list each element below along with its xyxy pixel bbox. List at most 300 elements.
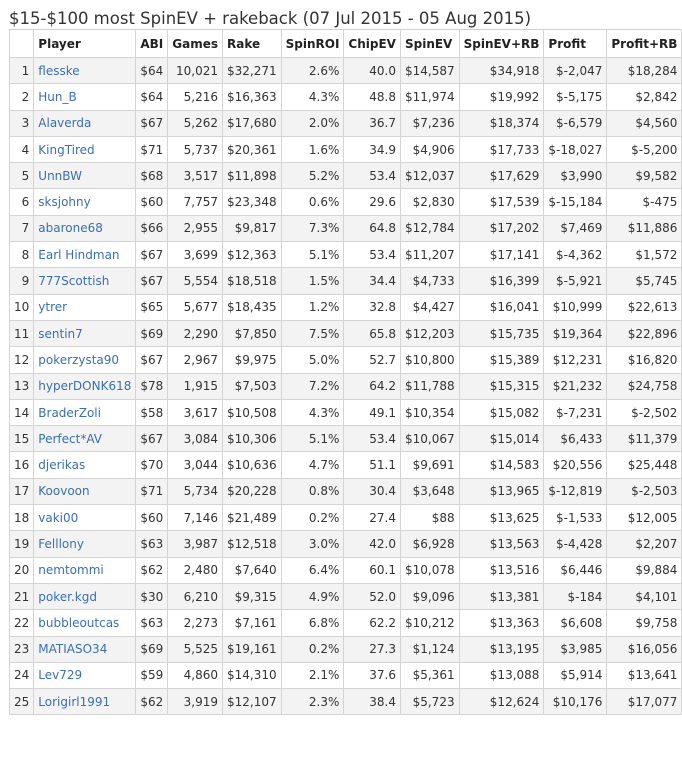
cell-spin-roi: 4.3% [281,399,344,425]
cell-rake: $11,898 [223,163,282,189]
cell-rake: $23,348 [223,189,282,215]
cell-rake: $12,107 [223,689,282,715]
cell-spin-ev-rb: $15,735 [459,320,544,346]
cell-profit: $6,433 [544,426,607,452]
cell-spin-roi: 0.2% [281,636,344,662]
cell-profit: $12,231 [544,347,607,373]
table-row [10,531,682,557]
cell-profit-rb: $11,379 [607,426,682,452]
cell-profit: $6,446 [544,557,607,583]
cell-spin-roi: 1.5% [281,268,344,294]
cell-chip-ev: 38.4 [344,689,401,715]
cell-spin-roi: 2.0% [281,110,344,136]
cell-spin-roi: 2.1% [281,662,344,688]
cell-rank: 12 [10,347,34,373]
cell-chip-ev: 49.1 [344,399,401,425]
cell-profit: $21,232 [544,373,607,399]
cell-rank: 2 [10,84,34,110]
table-header-row [10,30,682,58]
cell-spin-ev-rb: $15,082 [459,399,544,425]
cell-profit: $-184 [544,583,607,609]
cell-games: 2,967 [168,347,223,373]
cell-profit-rb: $24,758 [607,373,682,399]
cell-spin-ev-rb: $13,381 [459,583,544,609]
table-row [10,426,682,452]
cell-abi: $63 [136,610,168,636]
cell-spin-roi: 1.2% [281,294,344,320]
cell-games: 6,210 [168,583,223,609]
cell-abi: $66 [136,215,168,241]
column-header-spin-ev[interactable]: SpinEV [400,30,459,58]
cell-rank: 23 [10,636,34,662]
table-row [10,163,682,189]
table-row [10,505,682,531]
cell-rake: $20,228 [223,478,282,504]
cell-profit: $-2,047 [544,58,607,84]
cell-spin-ev-rb: $14,583 [459,452,544,478]
cell-chip-ev: 60.1 [344,557,401,583]
cell-profit: $-5,175 [544,84,607,110]
player-link[interactable]: Koovoon [34,478,136,504]
cell-chip-ev: 64.8 [344,215,401,241]
cell-spin-ev: $12,037 [400,163,459,189]
cell-games: 3,517 [168,163,223,189]
cell-spin-ev: $12,203 [400,320,459,346]
cell-spin-roi: 2.3% [281,689,344,715]
cell-spin-ev-rb: $17,629 [459,163,544,189]
cell-spin-ev-rb: $17,539 [459,189,544,215]
cell-chip-ev: 64.2 [344,373,401,399]
cell-profit: $7,469 [544,215,607,241]
cell-profit-rb: $9,884 [607,557,682,583]
column-header-games[interactable]: Games [168,30,223,58]
cell-games: 4,860 [168,662,223,688]
table-row [10,320,682,346]
cell-chip-ev: 42.0 [344,531,401,557]
cell-spin-ev: $5,361 [400,662,459,688]
cell-rake: $12,363 [223,242,282,268]
cell-rank: 25 [10,689,34,715]
cell-profit-rb: $-2,503 [607,478,682,504]
cell-spin-roi: 2.6% [281,58,344,84]
player-link[interactable]: Lorigirl1991 [34,689,136,715]
cell-spin-ev-rb: $34,918 [459,58,544,84]
cell-abi: $67 [136,426,168,452]
cell-spin-ev-rb: $16,041 [459,294,544,320]
cell-profit-rb: $16,820 [607,347,682,373]
cell-rank: 6 [10,189,34,215]
cell-games: 7,757 [168,189,223,215]
cell-abi: $67 [136,242,168,268]
cell-chip-ev: 52.7 [344,347,401,373]
cell-spin-roi: 5.1% [281,426,344,452]
cell-spin-ev: $10,800 [400,347,459,373]
cell-spin-ev: $2,830 [400,189,459,215]
table-row [10,136,682,162]
cell-spin-ev-rb: $19,992 [459,84,544,110]
table-row [10,84,682,110]
cell-profit-rb: $-5,200 [607,136,682,162]
player-link[interactable]: 777Scottish [34,268,136,294]
cell-spin-roi: 7.3% [281,215,344,241]
player-link[interactable]: nemtommi [34,557,136,583]
player-link[interactable]: flesske [34,58,136,84]
cell-spin-ev: $10,212 [400,610,459,636]
cell-abi: $69 [136,320,168,346]
player-link[interactable]: Felllony [34,531,136,557]
table-row [10,662,682,688]
cell-chip-ev: 30.4 [344,478,401,504]
cell-spin-ev-rb: $15,389 [459,347,544,373]
cell-spin-ev-rb: $18,374 [459,110,544,136]
cell-spin-ev-rb: $13,363 [459,610,544,636]
cell-rank: 20 [10,557,34,583]
cell-spin-roi: 5.0% [281,347,344,373]
cell-profit: $-4,428 [544,531,607,557]
cell-games: 1,915 [168,373,223,399]
cell-rake: $20,361 [223,136,282,162]
cell-rank: 17 [10,478,34,504]
cell-games: 5,525 [168,636,223,662]
cell-profit-rb: $9,758 [607,610,682,636]
cell-spin-ev-rb: $17,733 [459,136,544,162]
cell-rank: 15 [10,426,34,452]
column-header-rake[interactable]: Rake [223,30,282,58]
column-header-profit-rb[interactable]: Profit+RB [607,30,682,58]
player-link[interactable]: abarone68 [34,215,136,241]
cell-games: 3,987 [168,531,223,557]
cell-rank: 19 [10,531,34,557]
cell-rank: 7 [10,215,34,241]
cell-spin-ev: $9,691 [400,452,459,478]
cell-abi: $78 [136,373,168,399]
cell-rake: $16,363 [223,84,282,110]
cell-profit-rb: $22,613 [607,294,682,320]
cell-games: 7,146 [168,505,223,531]
player-link[interactable]: pokerzysta90 [34,347,136,373]
cell-spin-ev: $10,078 [400,557,459,583]
table-row [10,610,682,636]
table-row [10,452,682,478]
cell-profit: $10,176 [544,689,607,715]
cell-rake: $17,680 [223,110,282,136]
cell-rake: $12,518 [223,531,282,557]
cell-rake: $10,306 [223,426,282,452]
cell-profit: $-12,819 [544,478,607,504]
cell-profit: $3,985 [544,636,607,662]
cell-profit-rb: $25,448 [607,452,682,478]
column-header-chip-ev[interactable]: ChipEV [344,30,401,58]
cell-profit-rb: $18,284 [607,58,682,84]
cell-spin-ev: $4,733 [400,268,459,294]
cell-rank: 11 [10,320,34,346]
player-link[interactable]: BraderZoli [34,399,136,425]
cell-profit-rb: $-475 [607,189,682,215]
cell-spin-roi: 0.6% [281,189,344,215]
cell-rank: 13 [10,373,34,399]
player-link[interactable]: bubbleoutcas [34,610,136,636]
cell-spin-roi: 5.2% [281,163,344,189]
cell-abi: $60 [136,505,168,531]
column-header-spin-ev-rb[interactable]: SpinEV+RB [459,30,544,58]
cell-rake: $10,636 [223,452,282,478]
player-link[interactable]: UnnBW [34,163,136,189]
cell-spin-roi: 4.9% [281,583,344,609]
cell-rake: $9,817 [223,215,282,241]
column-header-spin-roi[interactable]: SpinROI [281,30,344,58]
table-row [10,373,682,399]
table-row [10,557,682,583]
cell-rank: 8 [10,242,34,268]
cell-rake: $9,315 [223,583,282,609]
cell-spin-ev: $3,648 [400,478,459,504]
cell-rank: 10 [10,294,34,320]
cell-abi: $67 [136,110,168,136]
cell-games: 3,617 [168,399,223,425]
cell-spin-ev: $5,723 [400,689,459,715]
cell-spin-ev-rb: $13,965 [459,478,544,504]
cell-chip-ev: 53.4 [344,242,401,268]
cell-abi: $64 [136,58,168,84]
cell-spin-ev: $11,974 [400,84,459,110]
cell-abi: $64 [136,84,168,110]
cell-rank: 18 [10,505,34,531]
cell-chip-ev: 65.8 [344,320,401,346]
cell-profit: $-1,533 [544,505,607,531]
cell-abi: $71 [136,478,168,504]
cell-abi: $59 [136,662,168,688]
cell-chip-ev: 36.7 [344,110,401,136]
cell-rank: 5 [10,163,34,189]
cell-chip-ev: 52.0 [344,583,401,609]
player-link[interactable]: Hun_B [34,84,136,110]
cell-chip-ev: 29.6 [344,189,401,215]
cell-spin-ev-rb: $15,014 [459,426,544,452]
cell-spin-roi: 6.4% [281,557,344,583]
cell-spin-roi: 0.2% [281,505,344,531]
player-link[interactable]: poker.kgd [34,583,136,609]
cell-games: 5,216 [168,84,223,110]
cell-spin-roi: 4.3% [281,84,344,110]
player-link[interactable]: ytrer [34,294,136,320]
cell-spin-ev-rb: $13,088 [459,662,544,688]
player-link[interactable]: Lev729 [34,662,136,688]
table-row [10,189,682,215]
cell-profit: $-7,231 [544,399,607,425]
cell-rake: $10,508 [223,399,282,425]
cell-games: 3,699 [168,242,223,268]
cell-games: 5,554 [168,268,223,294]
cell-chip-ev: 62.2 [344,610,401,636]
cell-games: 3,919 [168,689,223,715]
player-link[interactable]: hyperDONK618 [34,373,136,399]
cell-profit-rb: $2,842 [607,84,682,110]
cell-spin-ev: $10,354 [400,399,459,425]
table-row [10,399,682,425]
cell-rank: 14 [10,399,34,425]
cell-profit: $-15,184 [544,189,607,215]
player-link[interactable]: Perfect*AV [34,426,136,452]
cell-rank: 1 [10,58,34,84]
cell-games: 2,273 [168,610,223,636]
cell-chip-ev: 51.1 [344,452,401,478]
cell-chip-ev: 53.4 [344,426,401,452]
cell-spin-ev: $11,207 [400,242,459,268]
column-header-abi[interactable]: ABI [136,30,168,58]
cell-spin-ev-rb: $13,563 [459,531,544,557]
cell-chip-ev: 53.4 [344,163,401,189]
cell-abi: $30 [136,583,168,609]
cell-rake: $18,435 [223,294,282,320]
cell-profit: $5,914 [544,662,607,688]
cell-chip-ev: 34.9 [344,136,401,162]
cell-chip-ev: 34.4 [344,268,401,294]
cell-spin-ev: $9,096 [400,583,459,609]
table-row [10,110,682,136]
cell-rake: $7,640 [223,557,282,583]
cell-spin-ev: $12,784 [400,215,459,241]
cell-games: 5,677 [168,294,223,320]
cell-spin-roi: 4.7% [281,452,344,478]
player-link[interactable]: sentin7 [34,320,136,346]
results-table [9,29,682,715]
cell-profit-rb: $2,207 [607,531,682,557]
cell-rank: 24 [10,662,34,688]
cell-abi: $71 [136,136,168,162]
cell-profit-rb: $4,560 [607,110,682,136]
cell-rank: 22 [10,610,34,636]
column-header-profit[interactable]: Profit [544,30,607,58]
cell-spin-roi: 0.8% [281,478,344,504]
cell-profit-rb: $5,745 [607,268,682,294]
cell-spin-ev-rb: $15,315 [459,373,544,399]
cell-rank: 4 [10,136,34,162]
player-link[interactable]: Earl Hindman [34,242,136,268]
cell-chip-ev: 37.6 [344,662,401,688]
cell-profit-rb: $1,572 [607,242,682,268]
table-row [10,636,682,662]
cell-profit-rb: $22,896 [607,320,682,346]
cell-rake: $7,503 [223,373,282,399]
cell-games: 5,734 [168,478,223,504]
cell-profit: $20,556 [544,452,607,478]
cell-games: 5,737 [168,136,223,162]
cell-spin-ev-rb: $13,516 [459,557,544,583]
table-row [10,294,682,320]
cell-games: 2,290 [168,320,223,346]
cell-profit: $-4,362 [544,242,607,268]
cell-spin-ev: $7,236 [400,110,459,136]
cell-profit: $19,364 [544,320,607,346]
cell-spin-ev: $10,067 [400,426,459,452]
cell-spin-roi: 5.1% [281,242,344,268]
cell-profit: $10,999 [544,294,607,320]
cell-abi: $67 [136,347,168,373]
cell-spin-ev: $6,928 [400,531,459,557]
player-link[interactable]: MATIASO34 [34,636,136,662]
column-header-rank [10,30,34,58]
cell-games: 2,480 [168,557,223,583]
cell-profit-rb: $4,101 [607,583,682,609]
cell-rake: $18,518 [223,268,282,294]
cell-spin-ev: $88 [400,505,459,531]
table-row [10,478,682,504]
cell-rake: $21,489 [223,505,282,531]
cell-games: 5,262 [168,110,223,136]
cell-abi: $62 [136,689,168,715]
cell-abi: $69 [136,636,168,662]
player-link[interactable]: Alaverda [34,110,136,136]
table-row [10,583,682,609]
cell-games: 10,021 [168,58,223,84]
cell-abi: $65 [136,294,168,320]
cell-rank: 3 [10,110,34,136]
cell-rake: $32,271 [223,58,282,84]
cell-profit-rb: $17,077 [607,689,682,715]
cell-profit: $-18,027 [544,136,607,162]
table-row [10,268,682,294]
table-row [10,242,682,268]
cell-spin-ev-rb: $13,625 [459,505,544,531]
cell-spin-roi: 7.2% [281,373,344,399]
cell-spin-ev: $4,906 [400,136,459,162]
cell-profit: $6,608 [544,610,607,636]
cell-spin-ev-rb: $12,624 [459,689,544,715]
cell-chip-ev: 27.4 [344,505,401,531]
cell-profit-rb: $16,056 [607,636,682,662]
cell-abi: $70 [136,452,168,478]
cell-chip-ev: 40.0 [344,58,401,84]
cell-spin-ev-rb: $16,399 [459,268,544,294]
cell-chip-ev: 27.3 [344,636,401,662]
table-row [10,347,682,373]
cell-abi: $62 [136,557,168,583]
player-link[interactable]: KingTired [34,136,136,162]
cell-profit-rb: $12,005 [607,505,682,531]
cell-profit-rb: $11,886 [607,215,682,241]
cell-profit-rb: $-2,502 [607,399,682,425]
cell-abi: $68 [136,163,168,189]
table-row [10,215,682,241]
page-title: $15-$100 most SpinEV + rakeback (07 Jul 2015 - 05 Aug 2015) [9,9,532,28]
cell-rake: $19,161 [223,636,282,662]
cell-profit: $3,990 [544,163,607,189]
column-header-player[interactable]: Player [34,30,136,58]
cell-profit-rb: $9,582 [607,163,682,189]
cell-spin-ev-rb: $17,202 [459,215,544,241]
cell-spin-ev-rb: $13,195 [459,636,544,662]
player-link[interactable]: sksjohny [34,189,136,215]
cell-spin-roi: 3.0% [281,531,344,557]
cell-rank: 9 [10,268,34,294]
player-link[interactable]: vaki00 [34,505,136,531]
cell-profit-rb: $13,641 [607,662,682,688]
cell-rake: $14,310 [223,662,282,688]
cell-abi: $58 [136,399,168,425]
player-link[interactable]: djerikas [34,452,136,478]
cell-chip-ev: 32.8 [344,294,401,320]
cell-spin-roi: 1.6% [281,136,344,162]
cell-spin-ev: $14,587 [400,58,459,84]
cell-rake: $9,975 [223,347,282,373]
cell-rake: $7,161 [223,610,282,636]
table-row [10,58,682,84]
cell-rake: $7,850 [223,320,282,346]
cell-spin-ev-rb: $17,141 [459,242,544,268]
table-body [10,58,682,715]
cell-abi: $63 [136,531,168,557]
cell-rank: 21 [10,583,34,609]
